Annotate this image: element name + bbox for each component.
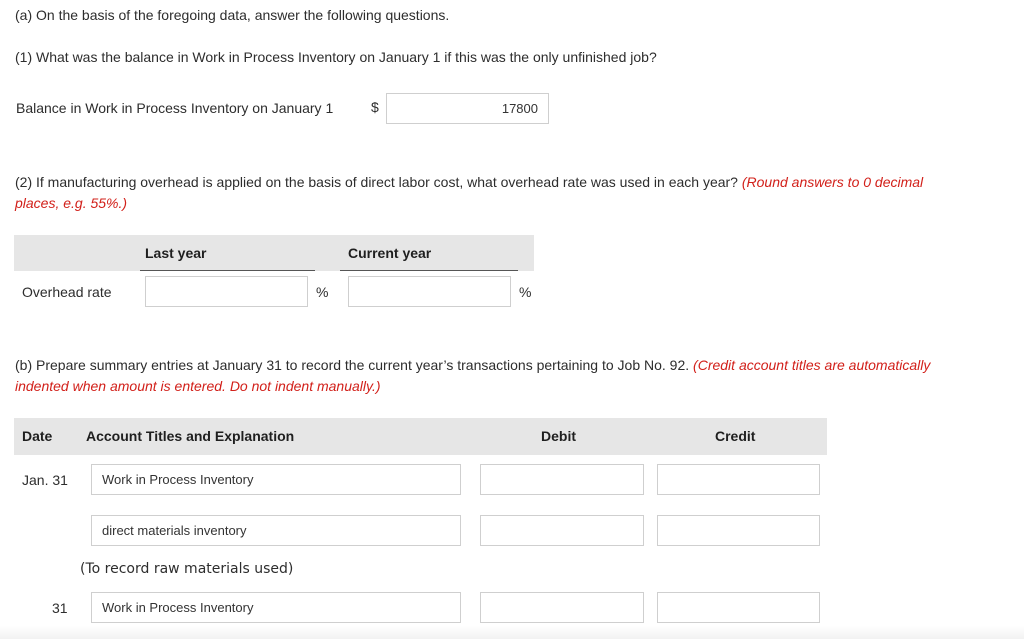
overhead-table-header [14, 235, 534, 271]
col-underline-last [140, 270, 315, 271]
row-3-date: 31 [52, 600, 68, 616]
row-1-debit-input[interactable] [480, 464, 644, 495]
row-1-credit-input[interactable] [657, 464, 820, 495]
question-1: (1) What was the balance in Work in Process Inventory on January 1 if this was the only unfinished job? [15, 49, 657, 65]
current-year-rate-input[interactable] [348, 276, 511, 307]
header-credit: Credit [715, 428, 756, 444]
currency-symbol: $ [371, 99, 379, 115]
row-3-credit-input[interactable] [657, 592, 820, 623]
row-1-date: Jan. 31 [22, 472, 68, 488]
question-2-hint-a: (Round answers to 0 decimal [741, 174, 924, 190]
part-b-text: (b) Prepare summary entries at January 31 to record the current year’s transactions pertaining to Job No. 92. [15, 357, 690, 373]
last-year-rate-input[interactable] [145, 276, 308, 307]
bottom-scroll-shade [0, 626, 1024, 639]
header-account: Account Titles and Explanation [86, 428, 295, 444]
part-b-heading [15, 357, 930, 373]
part-b-hint-b: indented when amount is entered. Do not indent manually.) [15, 378, 381, 394]
header-debit: Debit [541, 428, 576, 444]
row-2-account-input[interactable]: direct materials inventory [91, 515, 461, 546]
overhead-rate-label: Overhead rate [22, 284, 112, 300]
col-current-year: Current year [348, 245, 432, 261]
question-2-text: (2) If manufacturing overhead is applied on the basis of direct labor cost, what overhead rate was used in each year? [15, 174, 738, 190]
explanation-1: (To record raw materials used) [80, 561, 294, 577]
col-last-year: Last year [145, 245, 207, 261]
balance-input[interactable] [386, 93, 549, 124]
row-2-debit-input[interactable] [480, 515, 644, 546]
row-1-account-input[interactable]: Work in Process Inventory [91, 464, 461, 495]
question-2-hint-b: places, e.g. 55%.) [15, 195, 128, 211]
header-date: Date [22, 428, 53, 444]
question-2 [15, 174, 923, 190]
part-b-hint-a: (Credit account titles are automatically [693, 357, 931, 373]
row-3-account-input[interactable]: Work in Process Inventory [91, 592, 461, 623]
col-underline-current [340, 270, 518, 271]
balance-input-value: 17800 [501, 101, 538, 116]
balance-label: Balance in Work in Process Inventory on January 1 [16, 100, 334, 116]
last-year-percent: % [316, 284, 329, 300]
part-a-heading: (a) On the basis of the foregoing data, answer the following questions. [15, 7, 450, 23]
row-2-credit-input[interactable] [657, 515, 820, 546]
row-3-debit-input[interactable] [480, 592, 644, 623]
current-year-percent: % [519, 284, 532, 300]
